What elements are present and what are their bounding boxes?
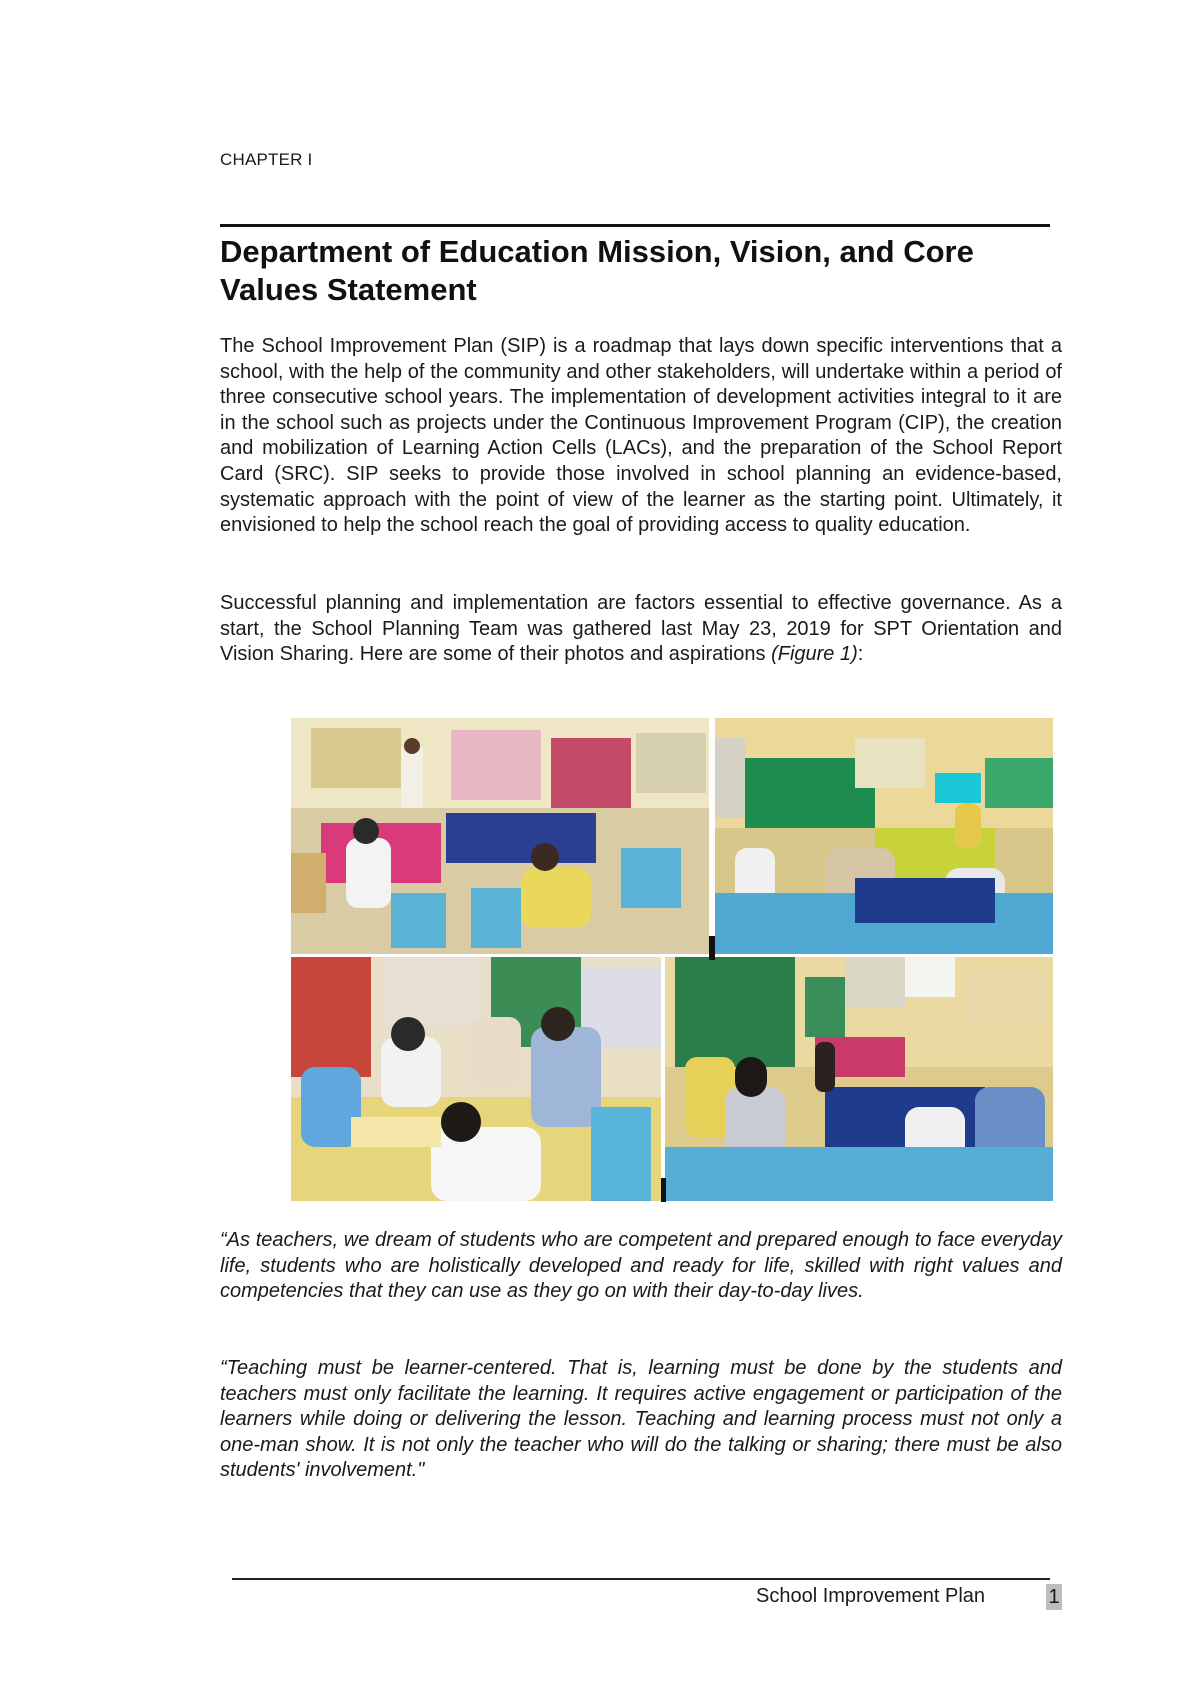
figure-reference: (Figure 1) (771, 643, 858, 666)
figure-1-photo-collage (291, 718, 1053, 1202)
photo-group-tables (665, 957, 1053, 1201)
photo-meeting-presentation (715, 718, 1053, 954)
photo-group-writing (291, 957, 661, 1201)
photo-meeting-speaker (291, 718, 709, 954)
footer-divider (232, 1578, 1050, 1580)
collage-separator-mark (709, 936, 715, 960)
page-number: 1 (1046, 1584, 1062, 1610)
section-title: Department of Education Mission, Vision, and Core Values Statement (220, 234, 974, 307)
quote-teachers-dream: “As teachers, we dream of students who are competent and prepared enough to face everyday life, students who are holistically developed and ready for life, skilled with right values and competencies that they can use as they go on with their day-to-day lives. (220, 1229, 1062, 1303)
paragraph-planning-text: Successful planning and implementation are factors essential to effective governance. As a start, the School Planning Team was gathered last May 23, 2019 for SPT Orientation and Vision Sharing. Here are some of their photos and aspirations (220, 592, 1062, 666)
title-divider (220, 224, 1050, 227)
quote-learner-centered: “Teaching must be learner-centered. That is, learning must be done by the students and teachers must only facilitate the learning. It requires active engagement or participation of the learners while doing or delivering the lesson. Teaching and learning process must not only a one-man show. It is not only the teacher who will do the talking or sharing; there must be also students' involvement." (220, 1357, 1062, 1482)
chapter-label: CHAPTER I (220, 150, 313, 169)
paragraph-planning-end: : (857, 643, 864, 666)
paragraph-sip-intro: The School Improvement Plan (SIP) is a roadmap that lays down specific interventions that a school, with the help of the community and other stakeholders, will undertake within a period of three consecutive school years. The implementation of development activities integral to it are in the school such as projects under the Continuous Improvement Program (CIP), the creation and mobilization of Learning Action Cells (LACs), and the preparation of the School Report Card (SRC). SIP seeks to provide those involved in school planning an evidence-based, systematic approach with the point of view of the learner as the starting point. Ultimately, it envisioned to help the school reach the goal of providing access to quality education. (220, 335, 1062, 537)
footer-title: School Improvement Plan (756, 1585, 986, 1607)
collage-separator-mark (661, 1178, 666, 1202)
paragraph-planning (220, 591, 1062, 668)
